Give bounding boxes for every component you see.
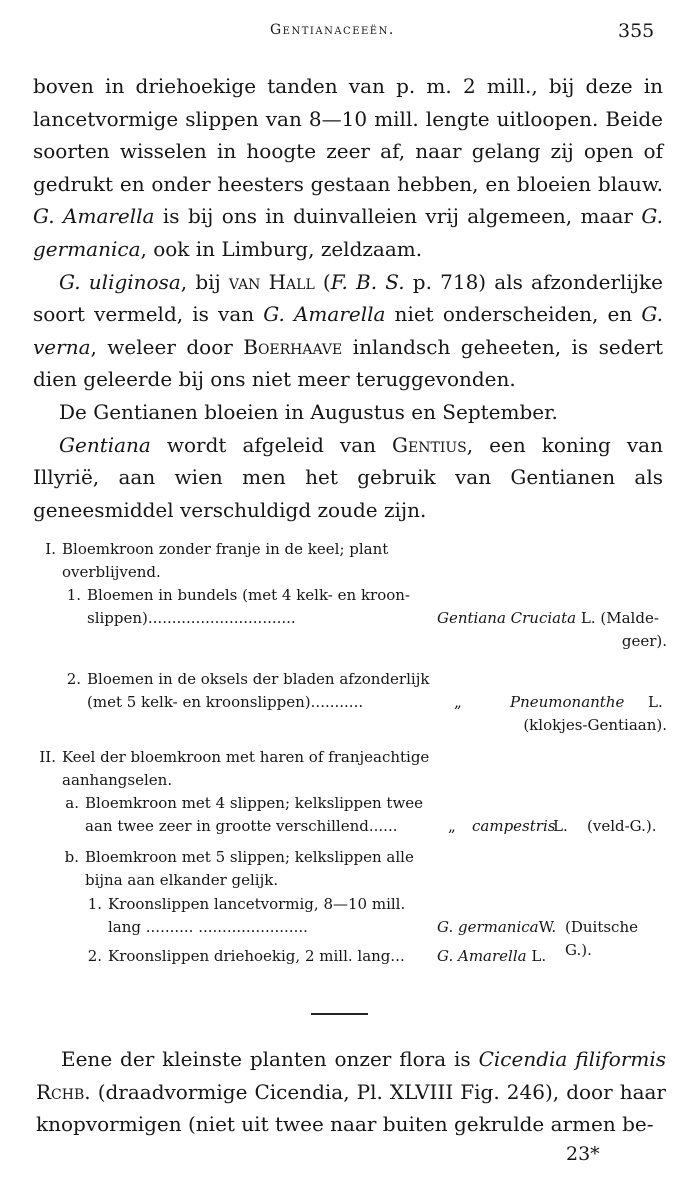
key-text-a-2: aan twee zeer in grootte verschillend...... — [85, 817, 398, 835]
key-entry-b — [64, 846, 515, 869]
taxon-author: L. — [553, 817, 568, 835]
taxon-species: Gentiana Cruciata — [437, 609, 577, 627]
key-entry-b1 — [87, 893, 538, 916]
key-text-b1-2: lang .......... ....................... — [108, 918, 308, 936]
key-label-I: I. — [45, 540, 56, 558]
body-text — [33, 70, 663, 526]
page-header — [0, 20, 678, 44]
taxon-amarella — [437, 945, 667, 968]
ditto-mark: „ — [448, 817, 456, 835]
taxon-species: G. germanica — [437, 918, 539, 936]
key-text-a-1: Bloemkroon met 4 slippen; kelkslippen twee — [85, 794, 424, 812]
section-divider — [311, 1013, 368, 1015]
taxon-species: G. Amarella — [437, 947, 527, 965]
taxon-species: campestris — [472, 817, 556, 835]
taxon-common: (Duitsche G.). — [565, 918, 639, 959]
taxon-author: L. — [648, 693, 663, 711]
italic-run: F. B. S. — [330, 269, 405, 294]
key-entry-II — [39, 746, 492, 769]
taxon-author: L. — [531, 947, 547, 965]
key-text-I-1: Bloemkroon zonder franje in de keel; plant — [62, 540, 389, 558]
text-run: De Gentianen bloeien in Augustus en September. — [59, 399, 558, 424]
taxon-common: (klokjes-Gentiaan). — [523, 716, 667, 734]
key-entry-2 — [66, 668, 517, 691]
key-entry-1 — [66, 584, 517, 607]
smallcaps-run: Boerhaave — [243, 334, 343, 359]
key-label-a: a. — [65, 794, 79, 812]
key-label-b2: 2. — [87, 947, 102, 965]
key-label-II: II. — [39, 748, 56, 766]
smallcaps-run: Gentius — [392, 432, 467, 457]
key-entry-I — [45, 538, 492, 561]
italic-run: G. verna — [33, 302, 663, 359]
text-run: boven in driehoekige tanden van p. m. 2 mill., bij deze in lancetvormige slippen van 8—10 mill. lengte uitloopen. Beide soorten wisselen in hoogte zeer af, naar gelang zij open of gedrukt en onder heesters gestaan hebben, en bloeien blauw. — [33, 74, 663, 196]
text-run: , bij — [180, 269, 229, 294]
key-text-II-2: aanhangselen. — [62, 771, 173, 789]
italic-run: G. uliginosa — [59, 269, 181, 294]
signature-mark: 23* — [566, 1143, 600, 1165]
key-label-b1: 1. — [87, 895, 102, 913]
smallcaps-run: van Hall — [228, 269, 315, 294]
taxon-common-cont: geer). — [621, 632, 667, 650]
key-text-II-1: Keel der bloemkroon met haren of franjeachtige — [62, 748, 430, 766]
text-run: (draadvormige Cicendia, Pl. XLVIII Fig. 246), door haar knopvormigen (niet uit twee naar buiten gekrulde armen be- — [36, 1079, 666, 1137]
key-entry-a — [65, 792, 515, 815]
key-text-b1-1: Kroonslippen lancetvormig, 8—10 mill. — [108, 895, 406, 913]
italic-run: Cicendia filiformis — [478, 1047, 666, 1071]
text-run: ( — [314, 269, 331, 294]
text-run: , weleer door — [90, 334, 244, 359]
text-run: p. 718) als afzonderlijke soort vermeld, is van — [33, 269, 663, 327]
taxon-cruciata — [437, 607, 667, 630]
taxon-common: (Malde- — [600, 609, 659, 627]
paragraph-2 — [33, 266, 663, 396]
paragraph-3 — [33, 396, 663, 429]
running-head: Gentianaceeën. — [270, 22, 395, 38]
key-text-2-2: (met 5 kelk- en kroonslippen)........... — [87, 693, 364, 711]
key-text-1-1: Bloemen in bundels (met 4 kelk- en kroon- — [87, 586, 410, 604]
paragraph-1 — [33, 70, 663, 266]
key-text-b-2: bijna aan elkander gelijk. — [85, 871, 279, 889]
text-run: , ook in Limburg, zeldzaam. — [140, 236, 423, 261]
key-text-b2-1: Kroonslippen driehoekig, 2 mill. lang... — [108, 947, 405, 965]
text-run: Eene der kleinste planten onzer flora is — [61, 1047, 479, 1071]
text-run: niet onderscheiden, en — [385, 302, 642, 327]
italic-run: G. Amarella — [33, 204, 155, 229]
key-label-2: 2. — [66, 670, 81, 688]
page-number: 355 — [618, 20, 655, 42]
taxon-author: L. — [580, 609, 596, 627]
ditto-mark: „ — [454, 693, 462, 711]
smallcaps-run: Rchb. — [36, 1079, 91, 1104]
text-run: wordt afgeleid van — [150, 432, 393, 457]
taxon-common: (veld-G.). — [587, 817, 657, 835]
key-label-1: 1. — [66, 586, 81, 604]
italic-run: G. Amarella — [263, 302, 386, 327]
taxon-species: Pneumonanthe — [510, 693, 625, 711]
text-run: is bij ons in duinvalleien vrij algemeen, maar — [154, 204, 642, 229]
key-text-I-2: overblijvend. — [62, 563, 161, 581]
key-text-1-2: slippen)............................... — [87, 609, 296, 627]
text-run: , een koning van Illyrië, aan wien men het gebruik van Gentianen als geneesmiddel verschuldigd zoude zijn. — [33, 432, 663, 522]
key-text-b-1: Bloemkroon met 5 slippen; kelkslippen alle — [85, 848, 414, 866]
key-text-2-1: Bloemen in de oksels der bladen afzonderlijk — [87, 670, 430, 688]
key-label-b: b. — [64, 848, 79, 866]
italic-run: G. germanica — [33, 204, 663, 261]
bottom-text — [36, 1043, 666, 1141]
italic-run: Gentiana — [59, 432, 151, 457]
taxon-author: W. — [538, 918, 557, 936]
paragraph-4 — [33, 429, 663, 527]
paragraph-5 — [36, 1043, 666, 1141]
text-run: inlandsch geheeten, is sedert dien geleerde bij ons niet meer teruggevonden. — [33, 334, 663, 392]
